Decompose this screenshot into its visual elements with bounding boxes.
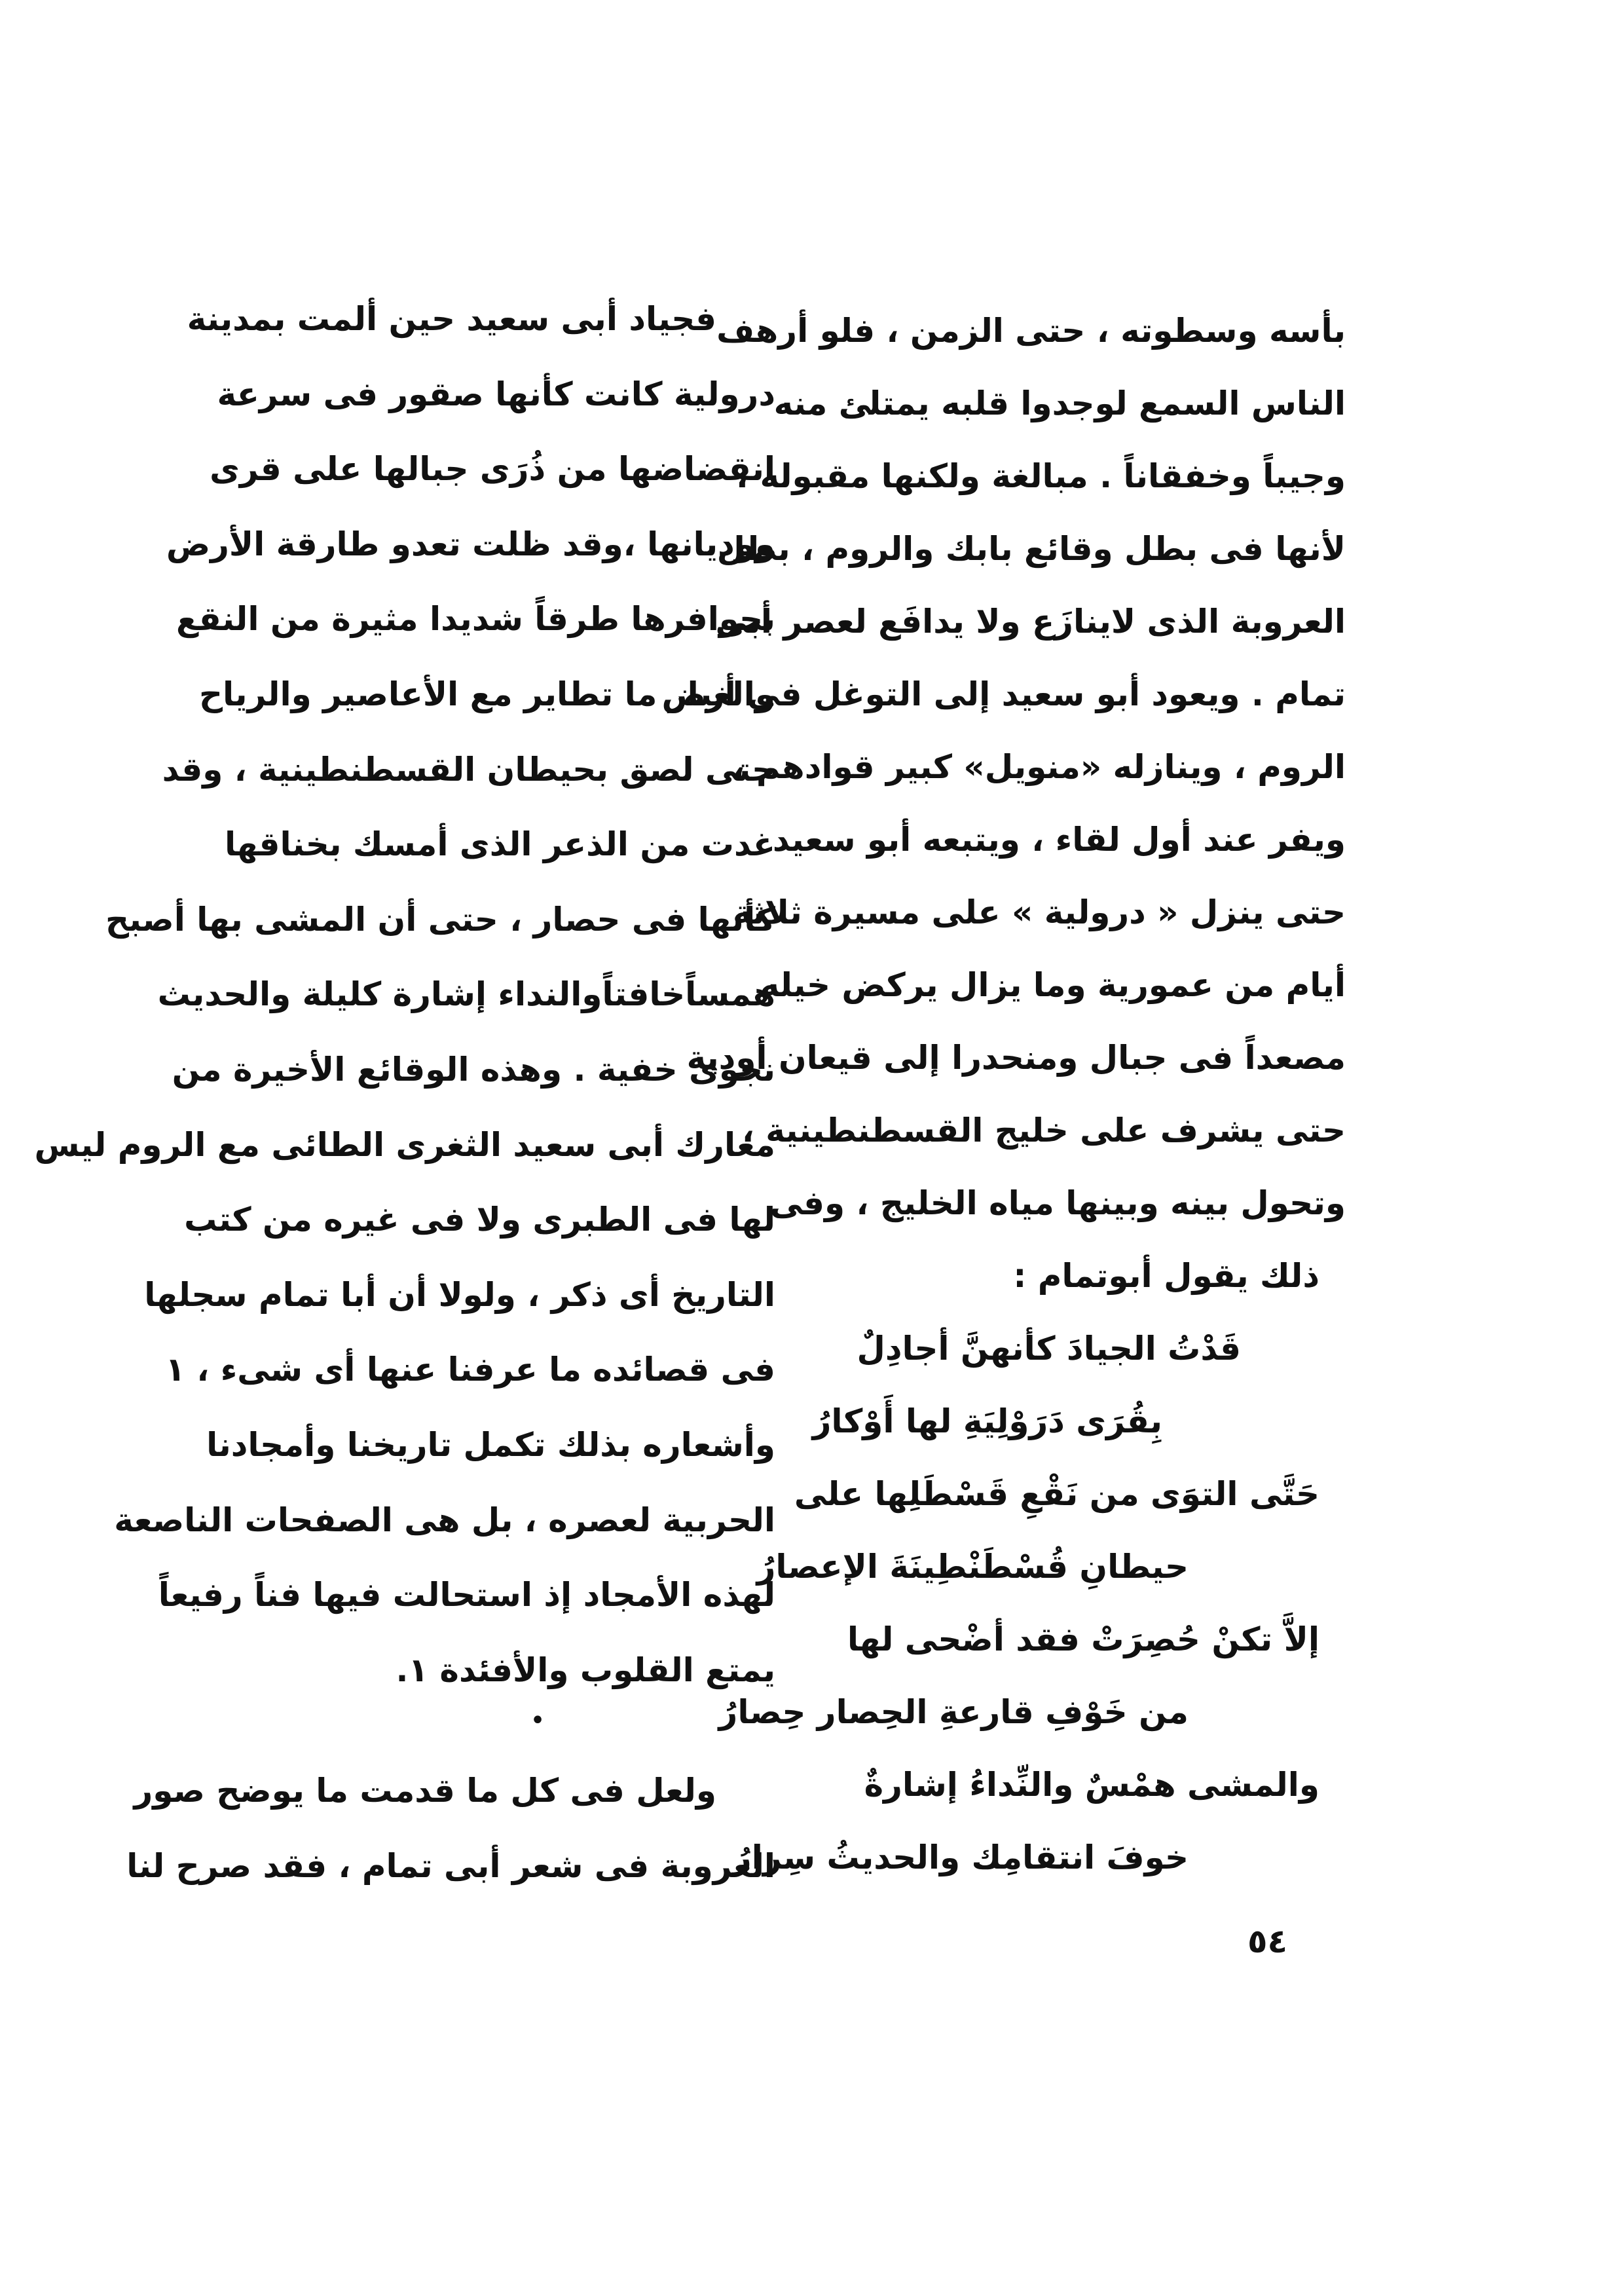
text-line: فجياد أبى سعيد حين ألمت بمدينة [187,300,716,338]
text-line: حتى يشرف على خليج القسطنطينية ، [741,1111,1346,1149]
text-line: انقضاضها من ذُرَى جبالها على قرى [210,450,775,489]
text-line: ويفر عند أول لقاء ، ويتبعه أبو سعيد [772,821,1346,859]
verse-first-hemistich: قَدْتُ الجيادَ كأنهنَّ أجادِلٌ [857,1330,1241,1368]
text-line: وتحول بينه وبينها مياه الخليج ، وفى [769,1184,1346,1222]
verse-second-hemistich: حيطانِ قُسْطَنْطِينَةَ الإعصارُ [756,1548,1189,1586]
text-line: ولعل فى كل ما قدمت ما يوضح صور [134,1772,716,1810]
text-line: نجوى خفية . وهذه الوقائع الأخيرة من [172,1050,775,1089]
verse-first-hemistich: حَتَّى التوَى من نَقْعِ قَسْطَلِها على [794,1475,1320,1513]
text-line: والغبار ما تطاير مع الأعاصير والرياح [198,675,775,713]
text-line: ووديانها ،وقد ظلت تعدو طارقة الأرض [166,525,775,563]
text-line: درولية كانت كأنها صقور فى سرعة [217,375,775,413]
text-line: الحربية لعصره ، بل هى الصفحات الناصعة [114,1501,775,1539]
text-line: أيام من عمورية وما يزال يركض خيله [760,966,1346,1004]
text-line: همساًخافتاًوالنداء إشارة كليلة والحديث [157,975,775,1014]
right-column [661,295,1346,1894]
text-line: غدت من الذعر الذى أمسك بخناقها [225,825,775,864]
text-line: مصعداً فى جبال ومنحدرا إلى قيعان أودية [686,1039,1346,1077]
text-line: لهذه الأمجاد إذ استحالت فيها فناً رفيعاً [158,1576,775,1614]
verse-first-hemistich: إلاَّ تكنْ حُصِرَتْ فقد أضْحى لها [847,1620,1320,1658]
text-line: يمتع القلوب والأفئدة ١. [396,1651,775,1689]
text-line: تمام . ويعود أبو سعيد إلى التوغل فى أرض [661,675,1346,713]
text-line: حتى ينزل « درولية » على مسيرة ثلاثة [732,893,1346,931]
text-line: العروبة فى شعر أبى تمام ، فقد صرح لنا [126,1846,775,1885]
text-line: لأنها فى بطل وقائع بابك والروم ، بطل [716,530,1346,568]
page-number: ٥٤ [1247,1922,1288,1960]
text-line: لها فى الطبرى ولا فى غيره من كتب [184,1201,775,1239]
text-line: وجيباً وخفقاناً . مبالغة ولكنها مقبوله ، [736,457,1346,495]
text-line: فى قصائده ما عرفنا عنها أى شىء ، ١ [165,1351,775,1389]
section-separator: • [530,1706,545,1736]
text-line: العروبة الذى لاينازَع ولا يدافَع لعصر أبى [715,603,1346,641]
text-line: بأسه وسطوته ، حتى الزمن ، فلو أرهف [716,312,1346,350]
verse-second-hemistich: من خَوْفِ قارعةِ الحِصار حِصارُ [718,1693,1189,1731]
text-line: كأنها فى حصار ، حتى أن المشى بها أصبح [105,900,775,939]
text-line: وأشعاره بذلك تكمل تاريخنا وأمجادنا [206,1425,775,1464]
text-line: التاريخ أى ذكر ، ولولا أن أبا تمام سجلها [144,1275,775,1314]
text-line: حتى لصق بحيطان القسطنطينية ، وقد [162,750,775,789]
verse-first-hemistich: والمشى همْسٌ والنِّداءُ إشارةٌ [864,1766,1320,1804]
text-line: بحوافرها طرقاً شديدا مثيرة من النقع [176,600,775,639]
poem-intro: ذلك يقول أبوتمام : [1013,1257,1320,1295]
verse-second-hemistich: بِقُرَى دَرَوْلِيَةِ لها أَوْكارُ [812,1402,1162,1440]
text-line: معارك أبى سعيد الثغرى الطائى مع الروم ليس [34,1125,775,1164]
left-column [34,282,775,1903]
text-line: الروم ، وينازله «منويل» كبير قوادهم ، [732,748,1346,786]
verse-second-hemistich: خوفَ انتقامِك والحديثُ سِرارُ [732,1838,1189,1876]
text-line: الناس السمع لوجدوا قلبه يمتلئ منه [773,384,1346,422]
